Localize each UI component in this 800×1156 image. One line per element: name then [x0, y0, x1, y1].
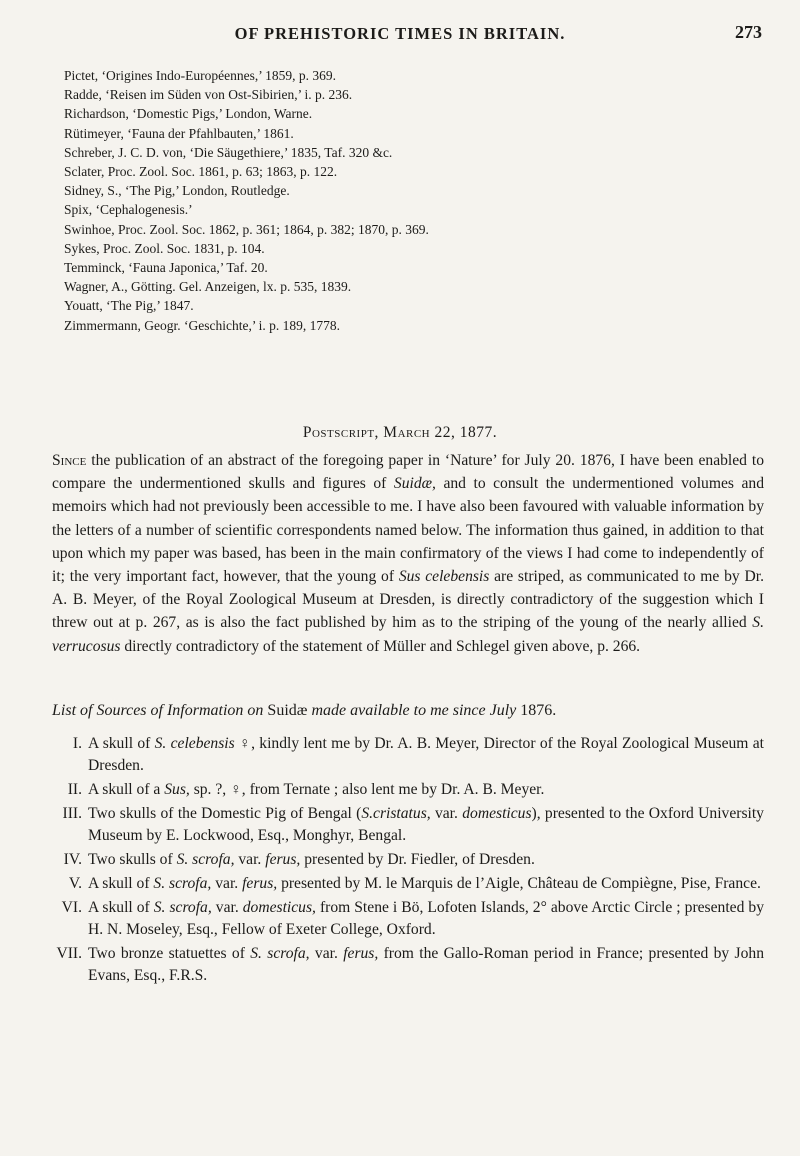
item-number: VII.: [56, 945, 82, 962]
taxon-name: S.cristatus,: [361, 805, 431, 822]
list-item: [40, 873, 764, 895]
postscript-paragraph: [52, 449, 764, 658]
paragraph-text: and to consult the undermentioned volumes and memoirs which had not previously been accessible to me. I have also been favoured with valuable information by the letters of a number of scientific correspondents named below. The information thus gained, in addition to that upon which my paper was based, has been in the main confirmatory of the views I had come to independently of it; the very important fact, however, that the young of: [52, 475, 764, 586]
item-text: ), presented to the Oxford University Museum by E. Lockwood, Esq., Monghyr, Bengal.: [88, 805, 764, 844]
list-item: [40, 897, 764, 941]
reference-entry: Radde, ‘Reisen im Süden von Ost-Sibirien,’ i. p. 236.: [64, 87, 353, 103]
item-text: A skull of: [88, 875, 154, 892]
item-text: sp. ?, ♀, from Ternate ; also lent me by Dr. A. B. Meyer.: [189, 781, 545, 798]
item-text: Two skulls of: [88, 851, 177, 868]
item-number: VI.: [61, 899, 82, 916]
reference-entry: Sykes, Proc. Zool. Soc. 1831, p. 104.: [64, 240, 265, 256]
page-number: 273: [735, 22, 762, 42]
reference-entry: Swinhoe, Proc. Zool. Soc. 1862, p. 361; 1864, p. 382; 1870, p. 369.: [64, 221, 429, 237]
reference-entry: Sclater, Proc. Zool. Soc. 1861, p. 63; 1863, p. 122.: [64, 164, 338, 180]
item-text: var.: [211, 875, 243, 892]
list-item: [40, 803, 764, 847]
reference-entry: Pictet, ‘Origines Indo-Européennes,’ 1859, p. 369.: [64, 68, 336, 83]
item-text: var.: [234, 851, 266, 868]
reference-entry: Youatt, ‘The Pig,’ 1847.: [64, 298, 194, 314]
item-text: A skull of a: [88, 781, 165, 798]
item-text: presented by M. le Marquis de l’Aigle, Château de Compiègne, Pise, France.: [277, 875, 761, 892]
reference-entry: Schreber, J. C. D. von, ‘Die Säugethiere,’ 1835, Taf. 320 &c.: [64, 144, 393, 160]
taxon-name: Suidæ,: [393, 475, 436, 493]
reference-list: [64, 66, 764, 335]
reference-entry: Richardson, ‘Domestic Pigs,’ London, Warne.: [64, 106, 313, 122]
item-text: ♀, kindly lent me by Dr. A. B. Meyer, Director of the Royal Zoological Museum at Dresden.: [88, 735, 764, 774]
item-text: presented by Dr. Fiedler, of Dresden.: [300, 851, 535, 868]
reference-entry: Rütimeyer, ‘Fauna der Pfahlbauten,’ 1861.: [64, 125, 294, 141]
heading-text: made available to me since July: [311, 702, 517, 719]
taxon-name: ferus,: [242, 875, 278, 892]
item-number: III.: [62, 805, 82, 822]
taxon-name: S. scrofa,: [153, 875, 212, 892]
taxon-name: ferus,: [343, 945, 379, 962]
list-item: [40, 849, 764, 871]
reference-entry: Sidney, S., ‘The Pig,’ London, Routledge.: [64, 183, 290, 199]
item-text: var.: [309, 945, 344, 962]
taxon-name: domesticus,: [242, 899, 316, 916]
heading-text: Suidæ: [263, 702, 312, 719]
item-text: A skull of: [88, 735, 155, 752]
item-text: Two bronze statuettes of: [88, 945, 251, 962]
list-item: [40, 733, 764, 777]
taxon-name: ferus,: [265, 851, 301, 868]
item-number: V.: [68, 875, 82, 892]
running-title: OF PREHISTORIC TIMES IN BRITAIN.: [234, 24, 566, 43]
taxon-name: domesticus: [462, 805, 532, 822]
reference-entry: Zimmermann, Geogr. ‘Geschichte,’ i. p. 189, 1778.: [64, 317, 341, 333]
paragraph-text: directly contradictory of the statement of Müller and Schlegel given above, p. 266.: [120, 637, 641, 655]
postscript-heading: Postscript, March 22, 1877.: [302, 424, 498, 441]
reference-entry: Temminck, ‘Fauna Japonica,’ Taf. 20.: [64, 260, 268, 276]
item-number: II.: [67, 781, 82, 798]
item-text: from Stene i Bö, Lofoten Islands, 2° above Arctic Circle ; presented by H. N. Moseley, Esq., Fellow of Exeter College, Oxford.: [88, 899, 764, 938]
list-heading: [52, 702, 764, 720]
list-item: [40, 779, 764, 801]
sources-list: [40, 733, 764, 989]
reference-entry: Spix, ‘Cephalogenesis.’: [64, 202, 193, 218]
item-text: A skull of: [88, 899, 154, 916]
list-item: [40, 943, 764, 987]
paragraph-text: are striped, as communicated to me by Dr. A. B. Meyer, of the Royal Zoological Museum at Dresden, is directly contradictory of the suggestion which I threw out at p. 267, as is also the fact published by him as to the striping of the young of the nearly allied: [52, 568, 764, 632]
taxon-name: S. scrofa,: [153, 899, 212, 916]
paragraph-text: the publication of an abstract of the foregoing paper in ‘Nature’ for July 20. 1876, I have been enabled to compare the undermentioned skulls and figures of: [52, 452, 764, 493]
taxon-name: Sus celebensis: [398, 568, 490, 586]
item-text: var.: [430, 805, 463, 822]
taxon-name: S. celebensis: [154, 735, 235, 752]
item-text: Two skulls of the Domestic Pig of Bengal (: [88, 805, 362, 822]
drop-lead-word: Since: [52, 452, 87, 469]
item-text: var.: [211, 899, 243, 916]
item-number: IV.: [63, 851, 82, 868]
heading-text: List of Sources of Information on: [52, 702, 264, 719]
taxon-name: S. scrofa,: [176, 851, 235, 868]
taxon-name: S. verrucosus: [52, 614, 764, 655]
heading-text: 1876.: [516, 702, 557, 719]
item-text: from the Gallo-Roman period in France; presented by John Evans, Esq., F.R.S.: [88, 945, 764, 984]
item-number: I.: [72, 735, 82, 752]
reference-entry: Wagner, A., Götting. Gel. Anzeigen, lx. p. 535, 1839.: [64, 279, 352, 295]
taxon-name: Sus,: [164, 781, 190, 798]
taxon-name: S. scrofa,: [250, 945, 310, 962]
